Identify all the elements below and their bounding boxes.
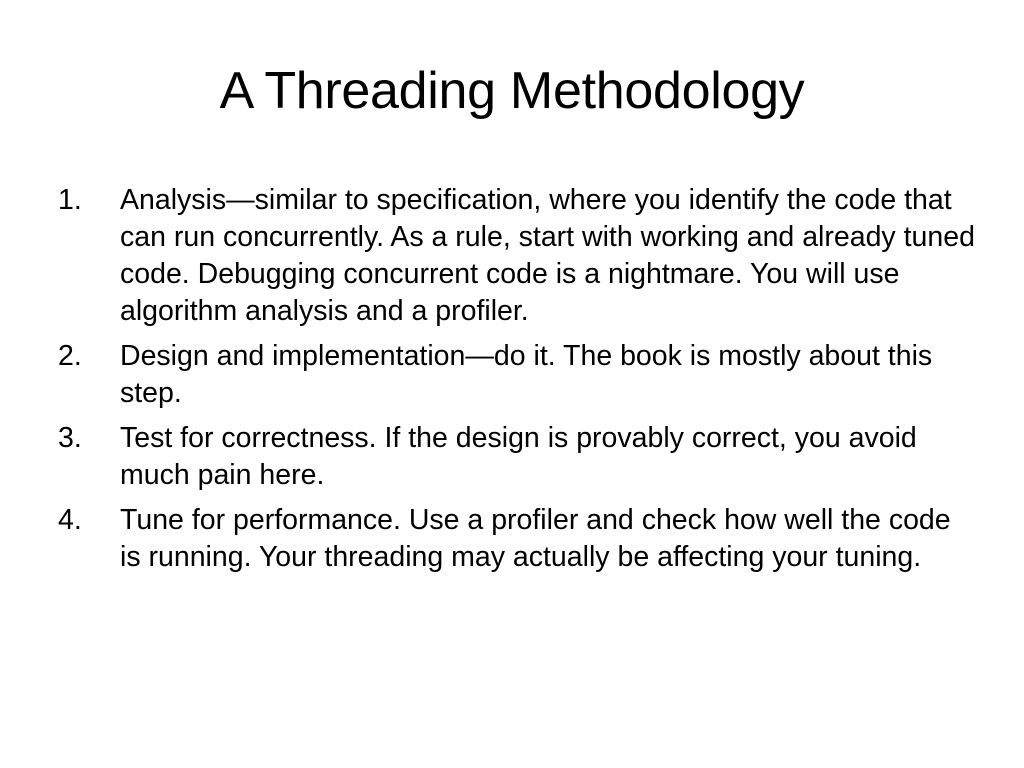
slide-title: A Threading Methodology	[219, 62, 805, 120]
list-item-text: Tune for performance. Use a profiler and check how well the code is running. Your threading may actually be affecting your tuning.	[120, 504, 951, 573]
list-item	[58, 338, 978, 412]
list-item	[58, 420, 978, 494]
list-item	[58, 182, 978, 330]
numbered-list	[58, 182, 978, 584]
list-item-number: 1.	[58, 184, 82, 216]
list-item-text: Test for correctness. If the design is provably correct, you avoid much pain here.	[120, 422, 917, 491]
list-item-number: 4.	[58, 504, 82, 536]
list-item-text: Design and implementation—do it. The book is mostly about this step.	[120, 340, 933, 409]
list-item-number: 3.	[58, 422, 82, 454]
list-item-text: Analysis—similar to specification, where you identify the code that can run concurrently. As a rule, start with working and already tuned code. Debugging concurrent code is a nightmare. You will use algorithm analysis and a profiler.	[120, 184, 975, 327]
list-item	[58, 502, 978, 576]
list-item-number: 2.	[58, 340, 82, 372]
